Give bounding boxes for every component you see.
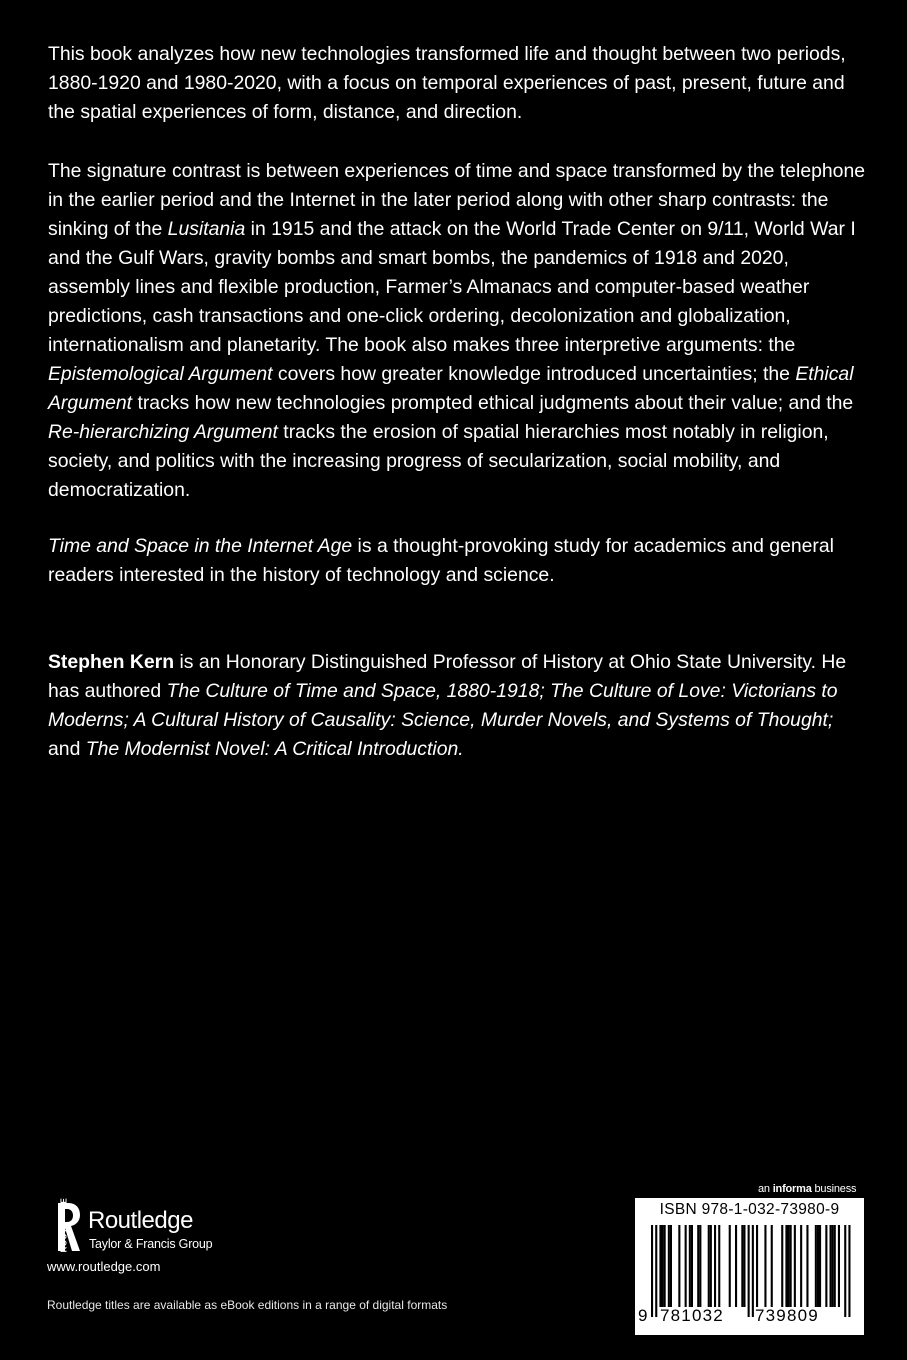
author-bio: Stephen Kern is an Honorary Distinguished Professor of History at Ohio State University. He has authored The Culture of Time and Space, 1880-1918; The Culture of Love: Victorians to Moderns; A Cultural History of Causality: Science, Murder Novels, and Systems of Thought; and The Modernist Novel: A Critical Introduction.	[48, 651, 847, 760]
barcode-bar	[714, 1225, 716, 1307]
barcode-bar	[655, 1225, 657, 1317]
publisher-group: Taylor & Francis Group	[89, 1237, 213, 1251]
barcode-bar	[710, 1225, 712, 1307]
author-work-modernist-novel: The Modernist Novel: A Critical Introduction.	[85, 738, 464, 760]
rehierarchizing-argument: Re-hierarchizing Argument	[48, 421, 278, 443]
barcode-bar	[771, 1225, 773, 1307]
publisher-website: www.routledge.com	[47, 1259, 161, 1274]
routledge-logo	[45, 1203, 265, 1263]
barcode-bar	[844, 1225, 846, 1317]
book-title: Time and Space in the Internet Age	[48, 535, 353, 557]
isbn-barcode	[635, 1198, 864, 1335]
barcode-bar	[806, 1225, 808, 1307]
barcode-bar	[699, 1225, 701, 1307]
description-paragraph-3: Time and Space in the Internet Age is a thought-provoking study for academics and general readers interested in the history of technology and science.	[48, 535, 834, 586]
barcode-bar	[659, 1225, 661, 1307]
barcode-bar	[691, 1225, 693, 1307]
barcode-bar	[729, 1225, 731, 1307]
barcode-bar	[834, 1225, 836, 1307]
barcode-bar	[838, 1225, 840, 1307]
isbn-label: ISBN 978-1-032-73980-9	[659, 1201, 840, 1218]
barcode-bar	[830, 1225, 832, 1307]
barcode-bar	[743, 1225, 745, 1307]
barcode-bar	[800, 1225, 802, 1307]
barcode-bar	[817, 1225, 819, 1307]
barcode-bar	[670, 1225, 672, 1307]
barcode-bar	[718, 1225, 720, 1307]
ebook-note: Routledge titles are available as eBook editions in a range of digital formats	[47, 1298, 448, 1312]
description-paragraph-1: This book analyzes how new technologies transformed life and thought between two periods, 1880-1920 and 1980-2020, with a focus on temporal experiences of past, present, future and the spatial experiences of form, distance, and direction.	[48, 43, 846, 123]
barcode-digits-right: 739809	[755, 1306, 819, 1325]
barcode-bar	[748, 1225, 750, 1317]
barcode-bar	[781, 1225, 783, 1307]
barcode-bar	[664, 1225, 666, 1307]
barcode-bar	[689, 1225, 691, 1307]
barcode-bar	[790, 1225, 792, 1307]
barcode-bar	[756, 1225, 758, 1307]
barcode-bar	[735, 1225, 737, 1307]
routledge-r-icon	[57, 1203, 81, 1251]
barcode-bar	[848, 1225, 850, 1317]
barcode-digit-first: 9	[638, 1306, 648, 1325]
description-paragraph-2: The signature contrast is between experiences of time and space transformed by the telephone in the earlier period and the Internet in the later period along with other sharp contrasts: the sinking of the Lusitania in 1915 and the attack on the World Trade Center on 9/11, World War I and the Gulf Wars, gravity bombs and smart bombs, the pandemics of 1918 and 2020, assembly lines and flexible production, Farmer’s Almanacs and computer-based weather predictions, cash transactions and one-click ordering, decolonization and globalization, internationalism and planetarity. The book also makes three interpretive arguments: the Epistemological Argument covers how greater knowledge introduced uncertainties; the Ethical Argument tracks how new technologies prompted ethical judgments about their value; and the Re-hierarchizing Argument tracks the erosion of spatial hierarchies most notably in religion, society, and politics with the increasing progress of secularization, social mobility, and democratization.	[48, 160, 866, 501]
barcode-bar	[832, 1225, 834, 1307]
barcode-bar	[685, 1225, 687, 1307]
barcode-bar	[825, 1225, 827, 1307]
barcode-bar	[752, 1225, 754, 1317]
publisher-name: Routledge	[88, 1207, 193, 1234]
barcode-bar	[819, 1225, 821, 1307]
barcode-bar	[741, 1225, 743, 1307]
informa-business-label: an informa business	[758, 1183, 857, 1195]
barcode-bar	[651, 1225, 653, 1317]
barcode-bar	[788, 1225, 790, 1307]
barcode-bar	[794, 1225, 796, 1307]
lusitania-title: Lusitania	[167, 218, 246, 240]
ethical-argument: Ethical Argument	[48, 363, 854, 414]
author-works: The Culture of Time and Space, 1880-1918; The Culture of Love: Victorians to Moderns; A Cultural History of Causality: Science, Murder Novels, and Systems of Thought;	[48, 680, 838, 731]
barcode-bar	[697, 1225, 699, 1307]
barcode-bar	[678, 1225, 680, 1307]
epistemological-argument: Epistemological Argument	[48, 363, 273, 385]
author-name: Stephen Kern	[48, 651, 175, 673]
barcode-bar	[662, 1225, 664, 1307]
barcode-bar	[815, 1225, 817, 1307]
barcode-bar	[785, 1225, 787, 1307]
barcode-digits-left: 781032	[660, 1306, 724, 1325]
barcode-bar	[764, 1225, 766, 1307]
barcode-bar	[708, 1225, 710, 1307]
barcode-bar	[668, 1225, 670, 1307]
